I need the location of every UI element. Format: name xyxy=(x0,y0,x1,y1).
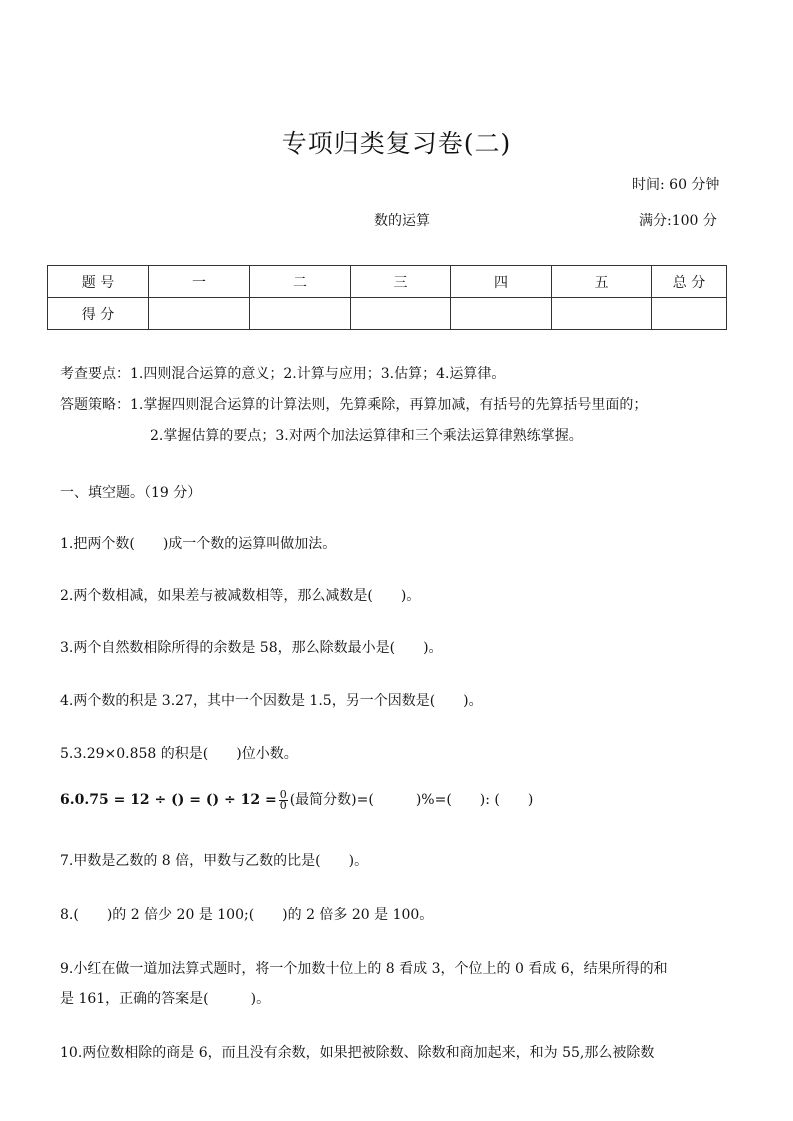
question-6-tail: (最简分数)=( )%=( ): ( ) xyxy=(289,792,534,808)
score-entry-cell[interactable] xyxy=(552,298,652,330)
table-cell: 三 xyxy=(351,266,451,298)
page-title: 专项归类复习卷(二) xyxy=(281,129,512,158)
fraction xyxy=(279,787,288,812)
table-cell: 得 分 xyxy=(48,298,149,330)
score-entry-cell[interactable] xyxy=(351,298,451,330)
table-cell: 五 xyxy=(552,266,652,298)
question-10: 10.两位数相除的商是 6，而且没有余数，如果把被除数、除数和商加起来，和为 55,那么被除数 xyxy=(60,1045,655,1061)
score-entry-cell[interactable] xyxy=(250,298,351,330)
table-cell: 四 xyxy=(451,266,552,298)
question-9-line-2: 是 161，正确的答案是( )。 xyxy=(60,991,271,1007)
strategy-line-2: 2.掌握估算的要点；3.对两个加法运算律和三个乘法运算律熟练掌握。 xyxy=(150,428,583,444)
score-table xyxy=(47,265,727,330)
question-4: 4.两个数的积是 3.27，其中一个因数是 1.5，另一个因数是( )。 xyxy=(60,693,483,709)
question-6-equation: 6.0.75 = 12 ÷ () = () ÷ 12 = xyxy=(60,792,277,808)
table-cell: 题 号 xyxy=(48,266,149,298)
subject-label: 数的运算 xyxy=(374,213,430,229)
key-points: 考查要点：1.四则混合运算的意义；2.计算与应用；3.估算；4.运算律。 xyxy=(60,366,506,382)
question-7: 7.甲数是乙数的 8 倍，甲数与乙数的比是( )。 xyxy=(60,853,369,869)
question-3: 3.两个自然数相除所得的余数是 58，那么除数最小是( )。 xyxy=(60,640,443,656)
score-table-header-row xyxy=(48,266,727,298)
fraction-denominator: 0 xyxy=(279,798,287,812)
question-6 xyxy=(60,789,533,811)
table-cell: 总 分 xyxy=(652,266,727,298)
score-entry-cell[interactable] xyxy=(149,298,250,330)
score-entry-cell[interactable] xyxy=(451,298,552,330)
table-cell: 一 xyxy=(149,266,250,298)
question-8: 8.( )的 2 倍少 20 是 100;( )的 2 倍多 20 是 100。 xyxy=(60,907,434,923)
question-5: 5.3.29×0.858 的积是( )位小数。 xyxy=(60,746,298,762)
time-limit: 时间: 60 分钟 xyxy=(632,177,720,193)
question-1: 1.把两个数( )成一个数的运算叫做加法。 xyxy=(60,536,337,552)
section-heading: 一、填空题。（19 分） xyxy=(60,485,202,501)
full-score: 满分:100 分 xyxy=(639,213,717,229)
score-table-score-row xyxy=(48,298,727,330)
question-9-line-1: 9.小红在做一道加法算式题时，将一个加数十位上的 8 看成 3，个位上的 0 看成 6，结果所得的和 xyxy=(60,961,668,977)
strategy-line-1: 答题策略：1.掌握四则混合运算的计算法则，先算乘除，再算加减，有括号的先算括号里面的； xyxy=(60,397,648,413)
table-cell: 二 xyxy=(250,266,351,298)
fraction-numerator: 0 xyxy=(279,787,287,801)
question-2: 2.两个数相减，如果差与被减数相等，那么减数是( )。 xyxy=(60,588,421,604)
score-entry-cell[interactable] xyxy=(652,298,727,330)
